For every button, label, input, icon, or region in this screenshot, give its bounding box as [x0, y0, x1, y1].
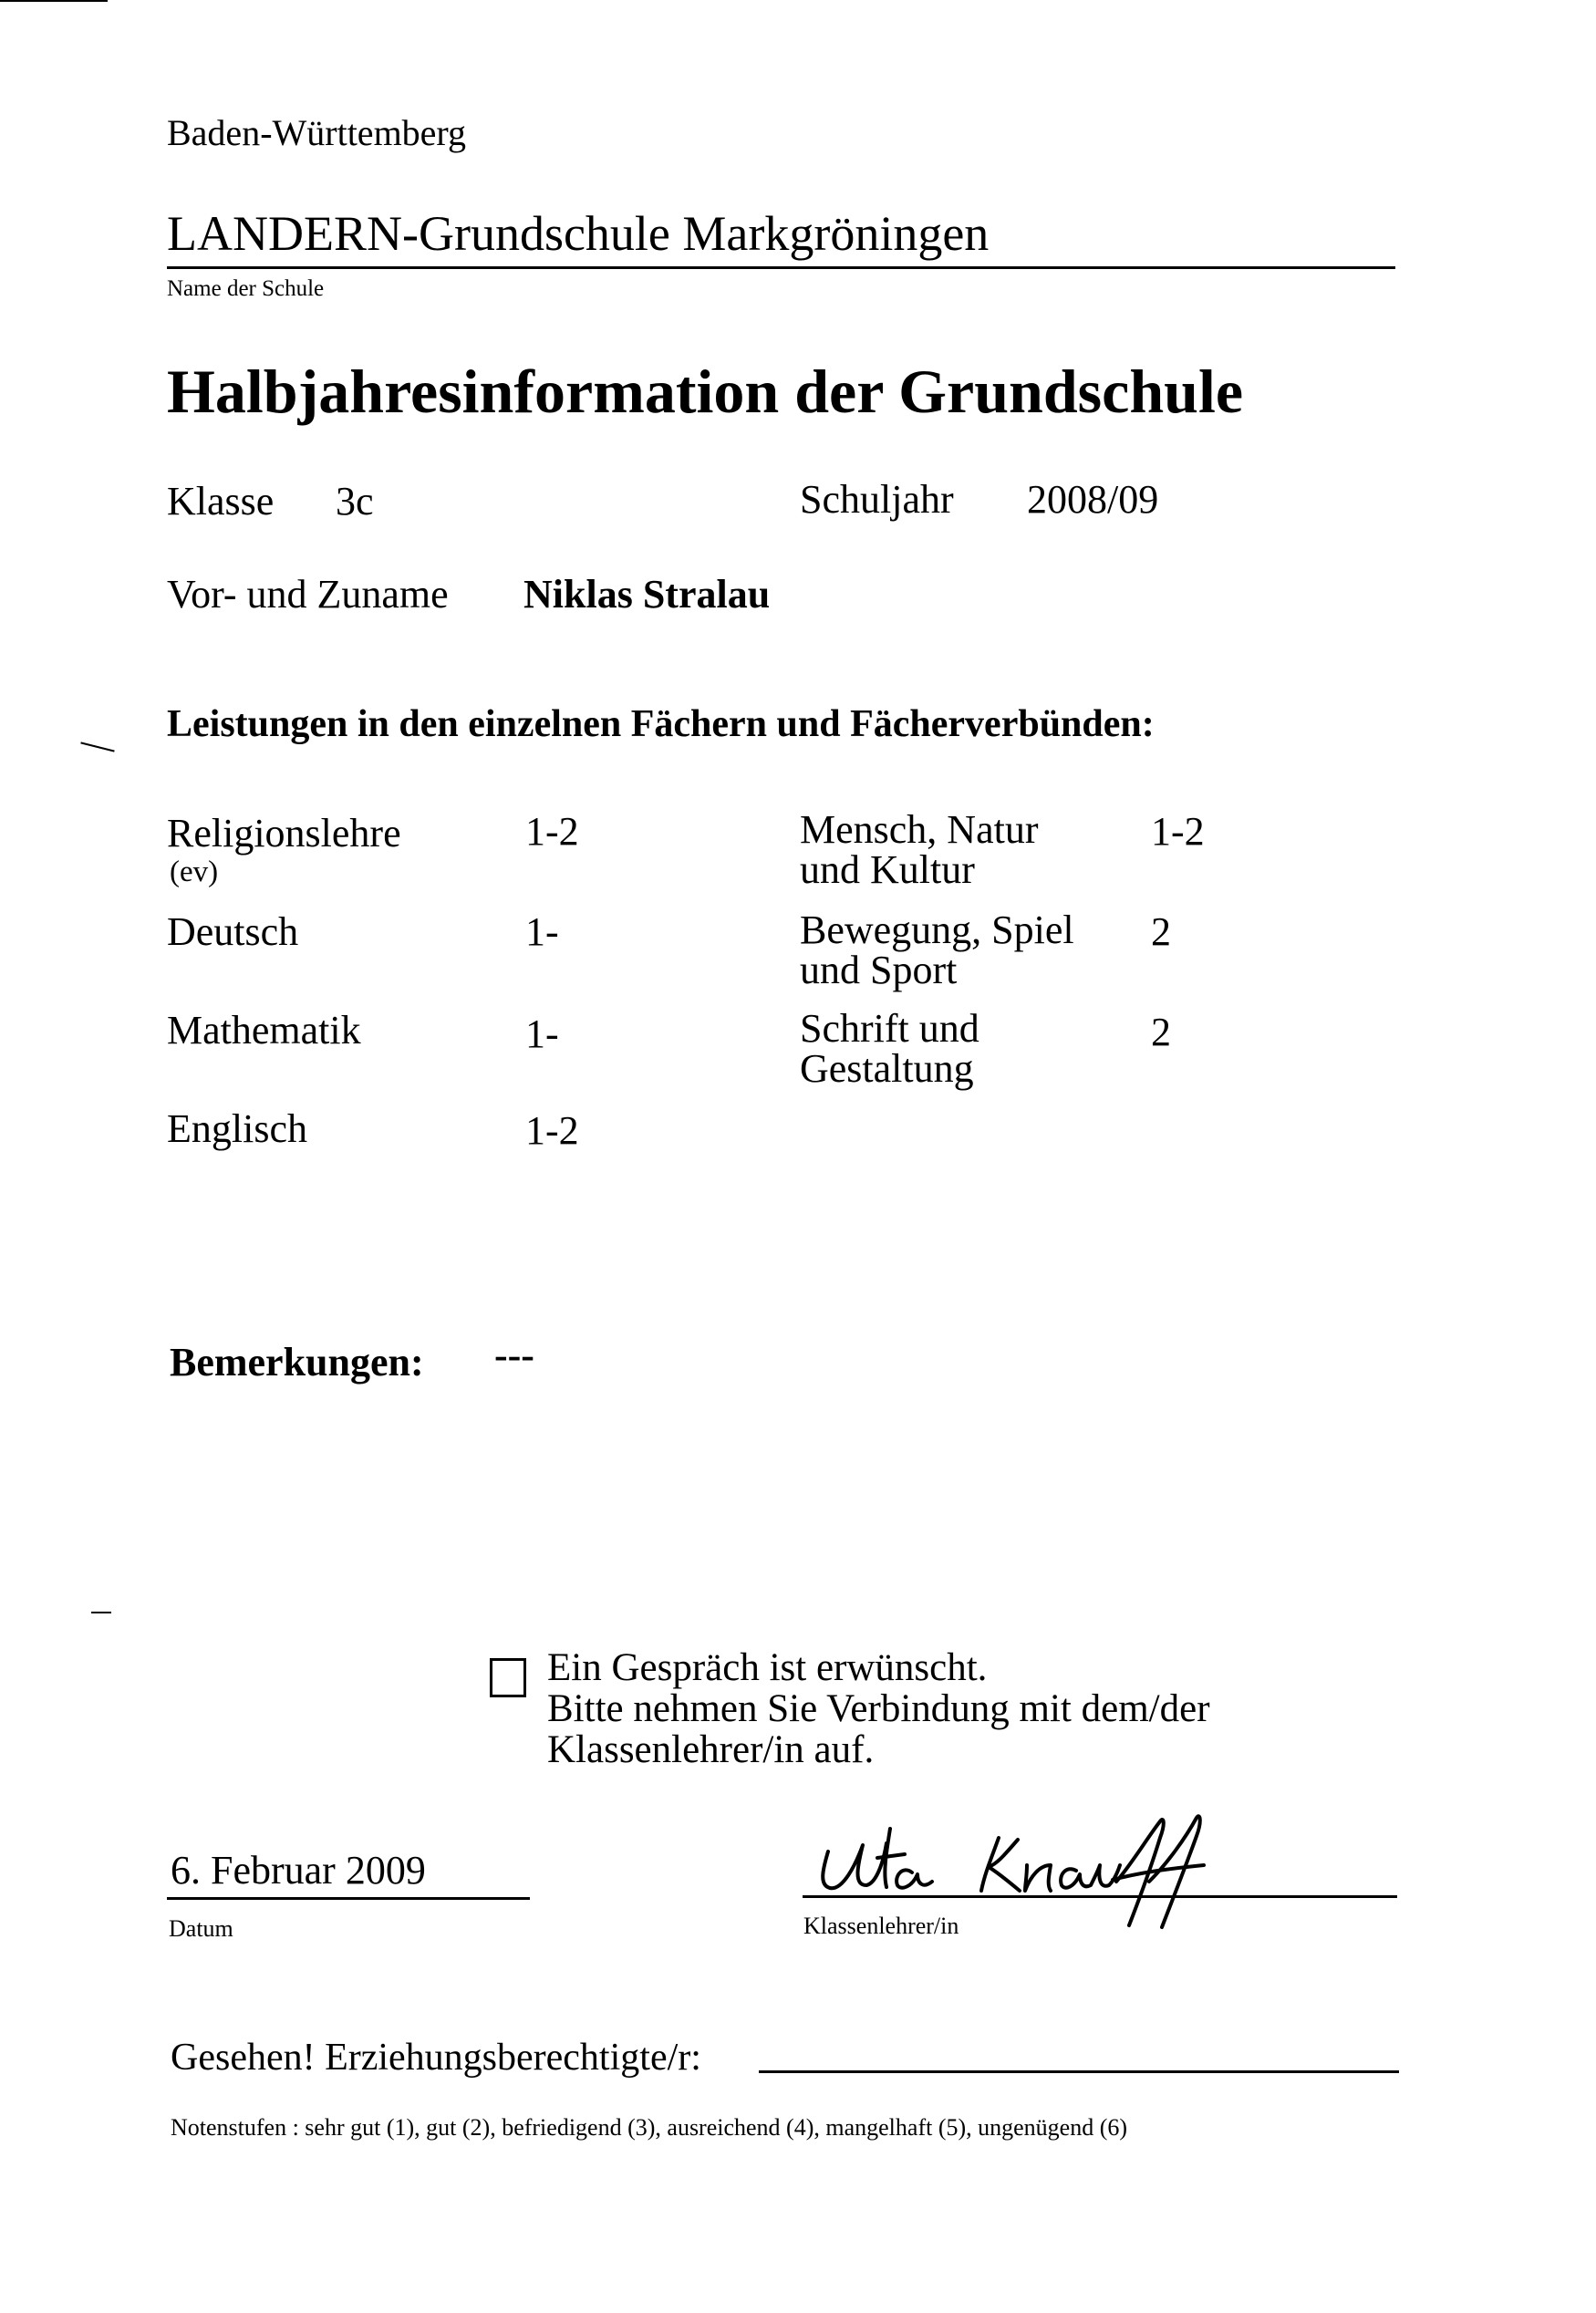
subject-mnk-line1: Mensch, Natur — [800, 807, 1039, 852]
grade-bss: 2 — [1151, 909, 1171, 954]
school-name-underline — [167, 266, 1395, 269]
subject-sug-line2: Gestaltung — [800, 1046, 974, 1091]
grade-englisch: 1-2 — [525, 1108, 579, 1153]
subject-religion-denomination: (ev) — [170, 856, 219, 888]
grades-heading: Leistungen in den einzelnen Fächern und Fächerverbünden: — [167, 703, 1155, 745]
grade-scale-footnote: Notenstufen : sehr gut (1), gut (2), befriedigend (3), ausreichend (4), mangelhaft (5), ungenügend (6) — [171, 2114, 1128, 2141]
conversation-request-line2: Bitte nehmen Sie Verbindung mit dem/der — [547, 1687, 1210, 1730]
subject-mnk-line2: und Kultur — [800, 847, 975, 892]
issue-date: 6. Februar 2009 — [171, 1848, 426, 1893]
date-caption: Datum — [169, 1915, 233, 1942]
grade-deutsch: 1- — [525, 909, 559, 954]
scan-mark-top — [0, 0, 108, 2]
subject-mathematik: Mathematik — [167, 1008, 361, 1053]
class-label: Klasse — [167, 479, 275, 524]
grade-mathematik: 1- — [525, 1011, 559, 1056]
date-underline — [167, 1897, 530, 1900]
grade-religion: 1-2 — [525, 809, 579, 854]
student-name-label: Vor- und Zuname — [167, 572, 449, 617]
class-value: 3c — [336, 479, 374, 524]
guardian-seen-label: Gesehen! Erziehungsberechtigte/r: — [171, 2037, 701, 2079]
conversation-request-line1: Ein Gespräch ist erwünscht. — [547, 1646, 988, 1689]
remarks-label: Bemerkungen: — [170, 1340, 424, 1385]
scan-mark-left-1 — [80, 742, 114, 752]
grade-mnk: 1-2 — [1151, 809, 1205, 854]
subject-englisch: Englisch — [167, 1106, 307, 1151]
remarks-value: --- — [494, 1333, 534, 1377]
subject-religion: Religionslehre — [167, 811, 401, 856]
subject-bss-line1: Bewegung, Spiel — [800, 908, 1074, 952]
scan-mark-left-2 — [91, 1612, 111, 1613]
guardian-signature-line[interactable] — [759, 2070, 1399, 2073]
teacher-signature-caption: Klassenlehrer/in — [803, 1913, 959, 1939]
school-year-label: Schuljahr — [800, 477, 954, 522]
subject-bss-line2: und Sport — [800, 948, 958, 992]
subject-sug-line1: Schrift und — [800, 1006, 979, 1051]
school-name-caption: Name der Schule — [167, 276, 325, 301]
student-name-value: Niklas Stralau — [523, 572, 771, 617]
school-name: LANDERN-Grundschule Markgröningen — [167, 206, 990, 261]
school-year-value: 2008/09 — [1027, 477, 1159, 522]
signature-underline — [803, 1895, 1397, 1898]
grade-sug: 2 — [1151, 1010, 1171, 1054]
subject-deutsch: Deutsch — [167, 909, 299, 954]
conversation-request-checkbox[interactable] — [490, 1658, 526, 1697]
document-title: Halbjahresinformation der Grundschule — [167, 357, 1244, 426]
state-name: Baden-Württemberg — [167, 112, 467, 153]
conversation-request-line3: Klassenlehrer/in auf. — [547, 1728, 875, 1771]
